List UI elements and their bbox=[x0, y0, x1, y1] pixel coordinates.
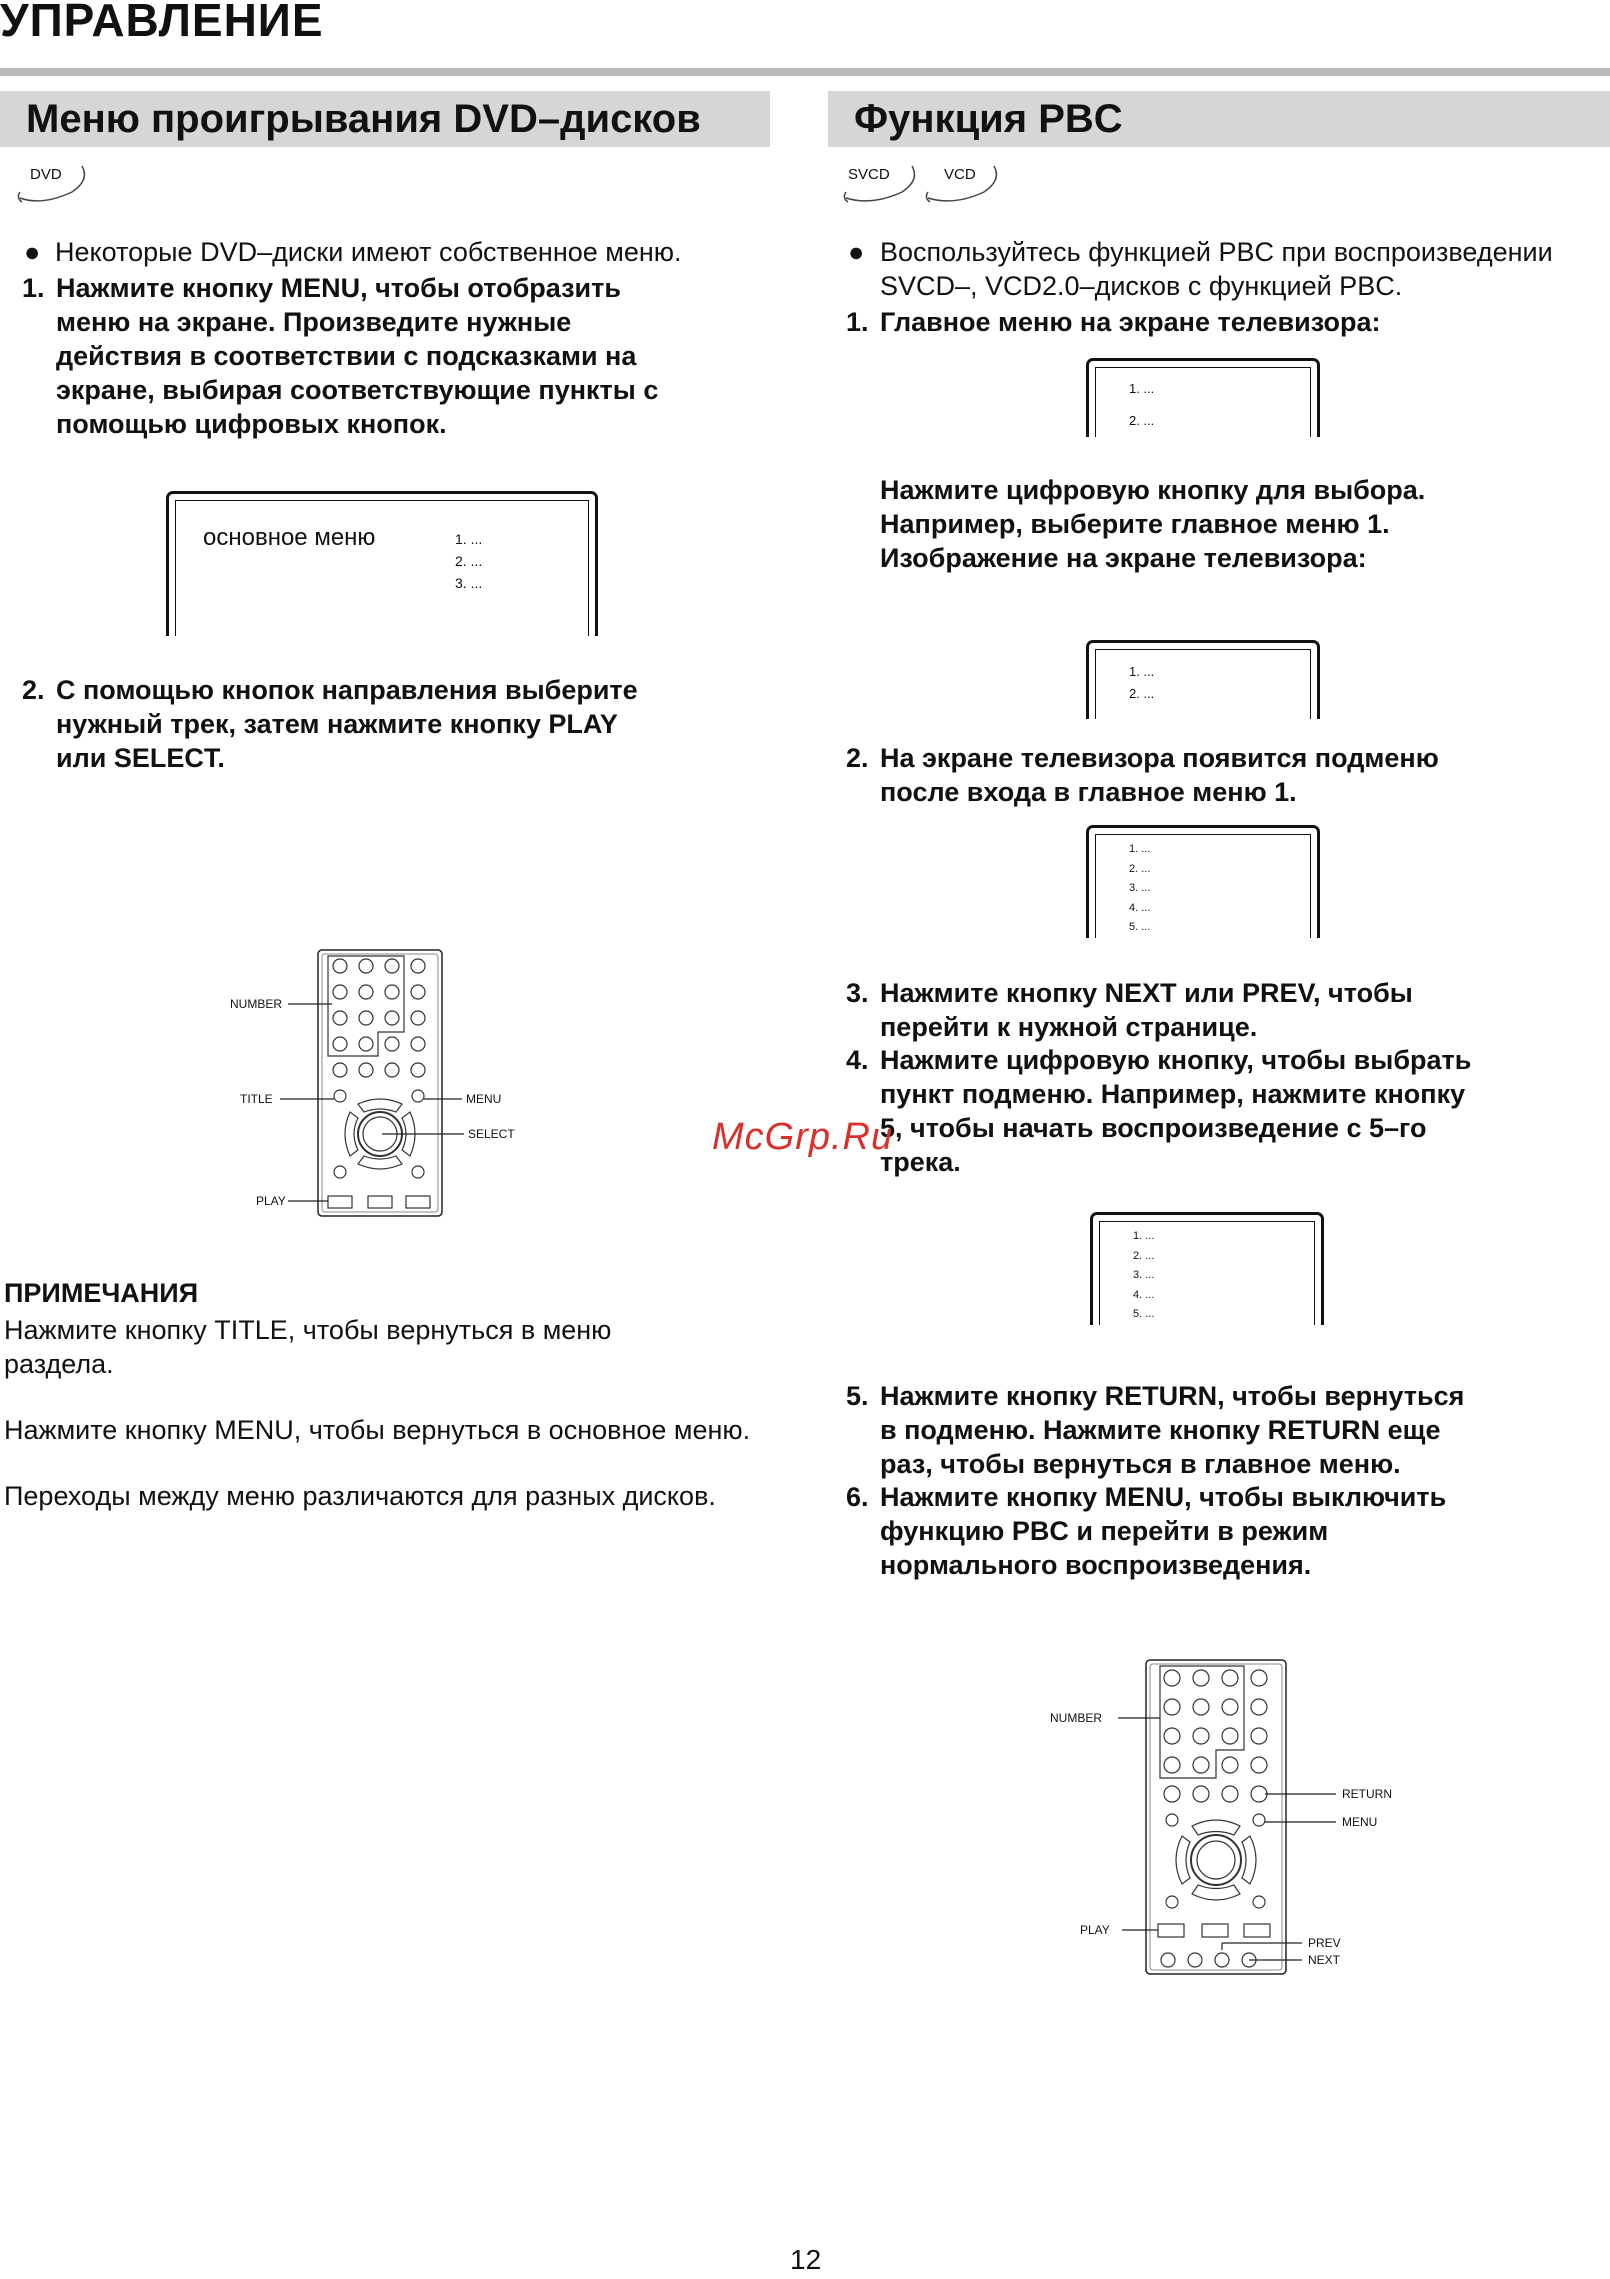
screen-item: 1. ... bbox=[1129, 381, 1155, 396]
bullet-line: SVCD–, VCD2.0–дисков с функцией PBC. bbox=[880, 271, 1403, 301]
tv-screen-main-menu bbox=[166, 491, 598, 636]
step-line: Нажмите цифровую кнопку для выбора. bbox=[880, 475, 1426, 505]
step-line: экране, выбирая соответствующие пункты с bbox=[56, 375, 659, 405]
screen-item: 4. ... bbox=[1133, 1288, 1155, 1301]
step-text bbox=[880, 741, 1439, 809]
step-number: 2. bbox=[22, 675, 45, 705]
screen-item: 3. ... bbox=[1129, 882, 1151, 894]
step-line: действия в соответствии с подсказками на bbox=[56, 341, 637, 371]
tv-screen-inner bbox=[1095, 367, 1311, 437]
screen-item: 5. ... bbox=[1129, 921, 1151, 933]
remote-label-number: NUMBER bbox=[1050, 1711, 1103, 1725]
step-text bbox=[880, 1379, 1464, 1481]
page-number: 12 bbox=[790, 2244, 822, 2275]
step-line: после входа в главное меню 1. bbox=[880, 777, 1297, 807]
screen-item: 1. ... bbox=[455, 531, 483, 547]
remote-label-play: PLAY bbox=[256, 1194, 286, 1208]
screen-item: 2. ... bbox=[1129, 413, 1155, 428]
step-line: Нажмите кнопку RETURN, чтобы вернуться bbox=[880, 1381, 1465, 1411]
step-5 bbox=[846, 1379, 1610, 1485]
section-title: Функция PBC bbox=[854, 97, 1123, 141]
remote-icon bbox=[200, 948, 560, 1220]
bullet-line: Воспользуйтесь функцией PBC при воспроизведении bbox=[880, 237, 1553, 267]
step-text: Главное меню на экране телевизора: bbox=[880, 307, 1381, 337]
step-4 bbox=[846, 1043, 1610, 1183]
header-rule bbox=[0, 68, 1610, 76]
tv-screen-1 bbox=[1086, 358, 1320, 437]
step-line: 5, чтобы начать воспроизведение с 5–го bbox=[880, 1113, 1427, 1143]
step-line: Нажмите кнопку MENU, чтобы выключить bbox=[880, 1482, 1447, 1512]
step-line: раз, чтобы вернуться в главное меню. bbox=[880, 1449, 1401, 1479]
note-2: Нажмите кнопку MENU, чтобы вернуться в основное меню. bbox=[4, 1415, 751, 1445]
screen-item: 2. ... bbox=[455, 553, 483, 569]
step-text bbox=[56, 673, 638, 775]
step-number: 1. bbox=[846, 307, 869, 337]
step-6 bbox=[846, 1480, 1610, 1586]
remote-label-number: NUMBER bbox=[230, 997, 283, 1011]
step-line: Изображение на экране телевизора: bbox=[880, 543, 1367, 573]
screen-item: 1. ... bbox=[1133, 1230, 1155, 1242]
remote-control-diagram bbox=[200, 948, 560, 1220]
screen-items bbox=[1129, 661, 1154, 705]
step-3 bbox=[846, 976, 1610, 1048]
note-line: раздела. bbox=[4, 1349, 114, 1379]
step-text bbox=[880, 1043, 1471, 1179]
screen-items bbox=[1129, 840, 1150, 938]
tv-screen-4 bbox=[1090, 1212, 1324, 1325]
remote-label-menu: MENU bbox=[1342, 1815, 1378, 1829]
step-1-detail bbox=[880, 473, 1610, 583]
step-line: Нажмите кнопку MENU, чтобы отобразить bbox=[56, 273, 621, 303]
section-header-dvd-menu bbox=[0, 91, 770, 147]
step-1 bbox=[846, 305, 1606, 341]
disc-badge-label: SVCD bbox=[848, 166, 890, 183]
step-line: меню на экране. Произведите нужные bbox=[56, 307, 572, 337]
bullet-icon: ● bbox=[24, 237, 41, 267]
remote-label-return: RETURN bbox=[1342, 1787, 1392, 1801]
step-text bbox=[880, 1480, 1446, 1582]
screen-item: 1. ... bbox=[1129, 664, 1155, 679]
step-number: 3. bbox=[846, 978, 869, 1008]
remote-label-select: SELECT bbox=[468, 1127, 515, 1141]
remote-label-menu: MENU bbox=[466, 1092, 502, 1106]
remote-label-title: TITLE bbox=[240, 1092, 273, 1106]
disc-badge-label: DVD bbox=[30, 166, 62, 183]
step-line: С помощью кнопок направления выберите bbox=[56, 675, 638, 705]
tv-screen-inner bbox=[1095, 649, 1311, 719]
step-line: или SELECT. bbox=[56, 743, 225, 773]
page-title: УПРАВЛЕНИЕ bbox=[0, 0, 324, 46]
step-line: На экране телевизора появится подменю bbox=[880, 743, 1439, 773]
screen-label: основное меню bbox=[203, 524, 376, 551]
bullet-text bbox=[880, 235, 1553, 303]
watermark: McGrp.Ru bbox=[712, 1116, 894, 1158]
screen-items bbox=[455, 528, 482, 594]
step-line: Нажмите кнопку NEXT или PREV, чтобы bbox=[880, 978, 1413, 1008]
screen-item: 2. ... bbox=[1133, 1249, 1155, 1262]
remote-label-play: PLAY bbox=[1080, 1923, 1110, 1937]
step-number: 2. bbox=[846, 743, 869, 773]
screen-item: 4. ... bbox=[1129, 901, 1151, 914]
svcd-disc-badge bbox=[838, 158, 928, 206]
step-line: помощью цифровых кнопок. bbox=[56, 409, 447, 439]
step-line: трека. bbox=[880, 1147, 961, 1177]
bullet-text: Некоторые DVD–диски имеют собственное меню. bbox=[55, 237, 682, 267]
tv-screen-3 bbox=[1086, 825, 1320, 938]
step-line: Нажмите цифровую кнопку, чтобы выбрать bbox=[880, 1045, 1472, 1075]
vcd-disc-badge bbox=[920, 158, 1010, 206]
step-line: пункт подменю. Например, нажмите кнопку bbox=[880, 1079, 1466, 1109]
bullet-item bbox=[848, 235, 1608, 305]
note-line: Нажмите кнопку TITLE, чтобы вернуться в меню bbox=[4, 1315, 612, 1345]
notes-heading: ПРИМЕЧАНИЯ bbox=[4, 1278, 199, 1308]
step-number: 6. bbox=[846, 1482, 869, 1512]
disc-badge-label: VCD bbox=[944, 166, 976, 183]
step-text bbox=[56, 271, 658, 441]
dvd-disc-badge bbox=[12, 158, 92, 206]
note-3: Переходы между меню различаются для разных дисков. bbox=[4, 1481, 716, 1511]
section-header-pbc bbox=[828, 91, 1610, 147]
step-2 bbox=[846, 741, 1606, 813]
section-title: Меню проигрывания DVD–дисков bbox=[26, 97, 701, 141]
step-number: 1. bbox=[22, 273, 45, 303]
step-number: 4. bbox=[846, 1045, 869, 1075]
tv-screen-inner bbox=[1099, 1221, 1315, 1325]
tv-screen-inner bbox=[1095, 834, 1311, 938]
remote-label-next: NEXT bbox=[1308, 1953, 1341, 1967]
screen-item: 5. ... bbox=[1133, 1308, 1155, 1320]
step-2 bbox=[22, 673, 792, 783]
screen-item: 2. ... bbox=[1129, 686, 1155, 701]
screen-items bbox=[1133, 1227, 1154, 1325]
remote-control-diagram-pbc bbox=[1050, 1658, 1410, 1978]
step-line: нормального воспроизведения. bbox=[880, 1550, 1312, 1580]
tv-screen-inner bbox=[175, 500, 589, 636]
tv-screen-2 bbox=[1086, 640, 1320, 719]
step-line: нужный трек, затем нажмите кнопку PLAY bbox=[56, 709, 618, 739]
step-line: Например, выберите главное меню 1. bbox=[880, 509, 1390, 539]
step-line: функцию PBC и перейти в режим bbox=[880, 1516, 1329, 1546]
screen-item: 2. ... bbox=[1129, 862, 1151, 875]
screen-item: 1. ... bbox=[1129, 843, 1151, 855]
bullet-icon: ● bbox=[848, 237, 865, 267]
note-1 bbox=[4, 1313, 784, 1381]
remote-label-prev: PREV bbox=[1308, 1936, 1341, 1950]
step-line: в подменю. Нажмите кнопку RETURN еще bbox=[880, 1415, 1441, 1445]
step-1 bbox=[22, 271, 792, 441]
step-line: перейти к нужной странице. bbox=[880, 1012, 1258, 1042]
screen-item: 3. ... bbox=[455, 575, 483, 591]
screen-items bbox=[1129, 373, 1154, 437]
step-text bbox=[880, 976, 1413, 1044]
step-number: 5. bbox=[846, 1381, 869, 1411]
screen-item: 3. ... bbox=[1133, 1269, 1155, 1281]
